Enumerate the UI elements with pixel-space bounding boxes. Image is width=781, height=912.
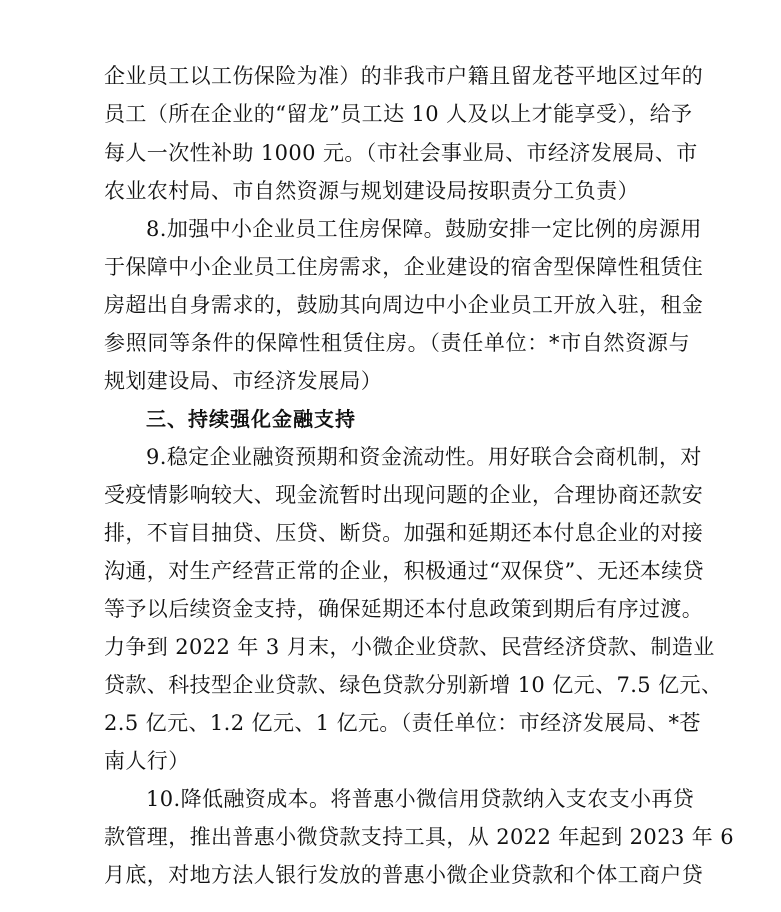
paragraph-line: 受疫情影响较大、现金流暂时出现问题的企业，合理协商还款安 [104,483,704,507]
paragraph-line: 等予以后续资金支持，确保延期还本付息政策到期后有序过渡。 [104,597,704,621]
paragraph-line: 规划建设局、市经济发展局） [104,369,383,393]
paragraph-line: 每人一次性补助 1000 元。（市社会事业局、市经济发展局、市 [104,141,698,165]
paragraph-line: 排，不盲目抽贷、压贷、断贷。加强和延期还本付息企业的对接 [104,521,704,545]
paragraph-line: 参照同等条件的保障性租赁住房。（责任单位：*市自然资源与 [104,331,690,355]
item-10-title-line: 10.降低融资成本。将普惠小微信用贷款纳入支农支小再贷 [146,787,695,811]
paragraph-line: 南人行） [104,749,190,773]
item-8-title-line: 8.加强中小企业员工住房保障。鼓励安排一定比例的房源用 [146,217,702,241]
item-9-title-line: 9.稳定企业融资预期和资金流动性。用好联合会商机制，对 [146,445,702,469]
paragraph-line: 沟通，对生产经营正常的企业，积极通过“双保贷”、无还本续贷 [104,559,705,583]
paragraph-line: 力争到 2022 年 3 月末，小微企业贷款、民营经济贷款、制造业 [104,635,715,659]
paragraph-line: 企业员工以工伤保险为准）的非我市户籍且留龙苍平地区过年的 [104,64,704,88]
paragraph-line: 2.5 亿元、1.2 亿元、1 亿元。（责任单位：市经济发展局、*苍 [104,711,701,735]
paragraph-line: 员工（所在企业的“留龙”员工达 10 人及以上才能享受），给予 [104,102,693,126]
paragraph-line: 贷款、科技型企业贷款、绿色贷款分别新增 10 亿元、7.5 亿元、 [104,673,723,697]
paragraph-line: 月底，对地方法人银行发放的普惠小微企业贷款和个体工商户贷 [104,863,704,887]
paragraph-line: 于保障中小企业员工住房需求，企业建设的宿舍型保障性租赁住 [104,255,704,279]
paragraph-line: 款管理，推出普惠小微贷款支持工具，从 2022 年起到 2023 年 6 [104,825,735,849]
paragraph-line: 房超出自身需求的，鼓励其向周边中小企业员工开放入驻，租金 [104,293,704,317]
section-heading: 三、持续强化金融支持 [146,407,356,431]
paragraph-line: 农业农村局、市自然资源与规划建设局按职责分工负责） [104,179,639,203]
